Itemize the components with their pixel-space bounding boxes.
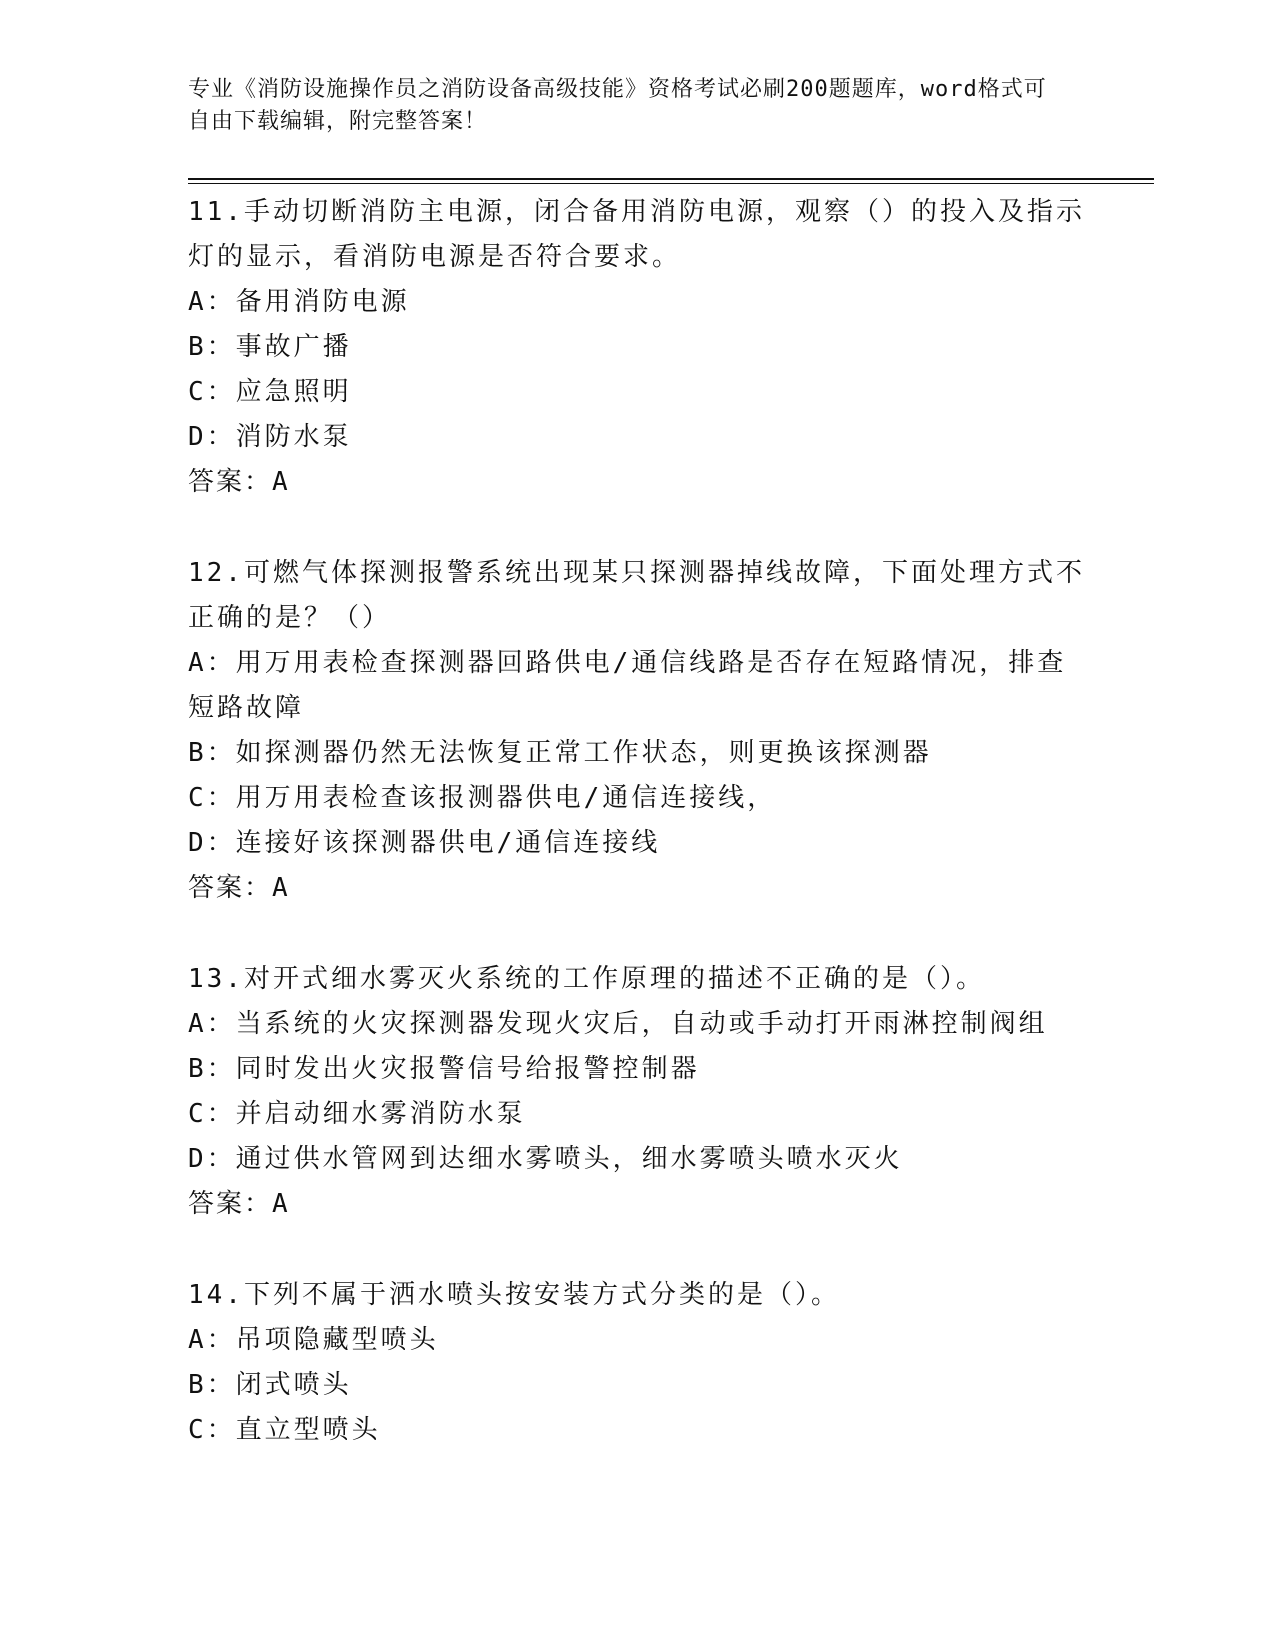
answer-line: [188, 1182, 1088, 1227]
option-b: B：同时发出火灾报警信号给报警控制器: [188, 1054, 700, 1084]
answer-value: A: [272, 1189, 290, 1219]
option-b: B：闭式喷头: [188, 1370, 352, 1400]
answer-value: A: [272, 873, 290, 903]
option-b: B：如探测器仍然无法恢复正常工作状态，则更换该探测器: [188, 738, 932, 768]
header-divider-thin: [188, 183, 1154, 184]
answer-value: A: [272, 467, 290, 497]
option-a: A：用万用表检查探测器回路供电/通信线路是否存在短路情况，排查短路故障: [188, 648, 1067, 723]
option-c: C：应急照明: [188, 377, 352, 407]
question-11: [188, 190, 1088, 505]
answer-label: 答案：: [188, 467, 273, 497]
option-a: A：备用消防电源: [188, 287, 410, 317]
question-stem: 12.可燃气体探测报警系统出现某只探测器掉线故障，下面处理方式不正确的是？（）: [188, 558, 1085, 633]
question-12: [188, 551, 1088, 911]
option-d: D：通过供水管网到达细水雾喷头，细水雾喷头喷水灭火: [188, 1144, 903, 1174]
answer-label: 答案：: [188, 1189, 273, 1219]
question-stem: 14.下列不属于洒水喷头按安装方式分类的是（）。: [188, 1280, 840, 1310]
option-c: C：并启动细水雾消防水泵: [188, 1099, 526, 1129]
question-stem: 11.手动切断消防主电源，闭合备用消防电源，观察（）的投入及指示灯的显示，看消防电源是否符合要求。: [188, 197, 1085, 272]
question-stem: 13.对开式细水雾灭火系统的工作原理的描述不正确的是（）。: [188, 964, 985, 994]
option-d: D：消防水泵: [188, 422, 352, 452]
question-list: [188, 190, 1088, 1453]
option-a: A：当系统的火灾探测器发现火灾后，自动或手动打开雨淋控制阀组: [188, 1009, 1048, 1039]
option-a: A：吊项隐藏型喷头: [188, 1325, 439, 1355]
option-b: B：事故广播: [188, 332, 352, 362]
document-header: 专业《消防设施操作员之消防设备高级技能》资格考试必刷200题题库，word格式可自由下载编辑，附完整答案！: [188, 77, 1047, 134]
question-13: [188, 957, 1088, 1227]
answer-label: 答案：: [188, 873, 273, 903]
option-d: D：连接好该探测器供电/通信连接线: [188, 828, 661, 858]
header-divider: [188, 178, 1154, 180]
question-14: [188, 1273, 1088, 1453]
answer-line: [188, 460, 1088, 505]
answer-line: [188, 866, 1088, 911]
option-c: C：直立型喷头: [188, 1415, 381, 1445]
option-c: C：用万用表检查该报测器供电/通信连接线，: [188, 783, 777, 813]
